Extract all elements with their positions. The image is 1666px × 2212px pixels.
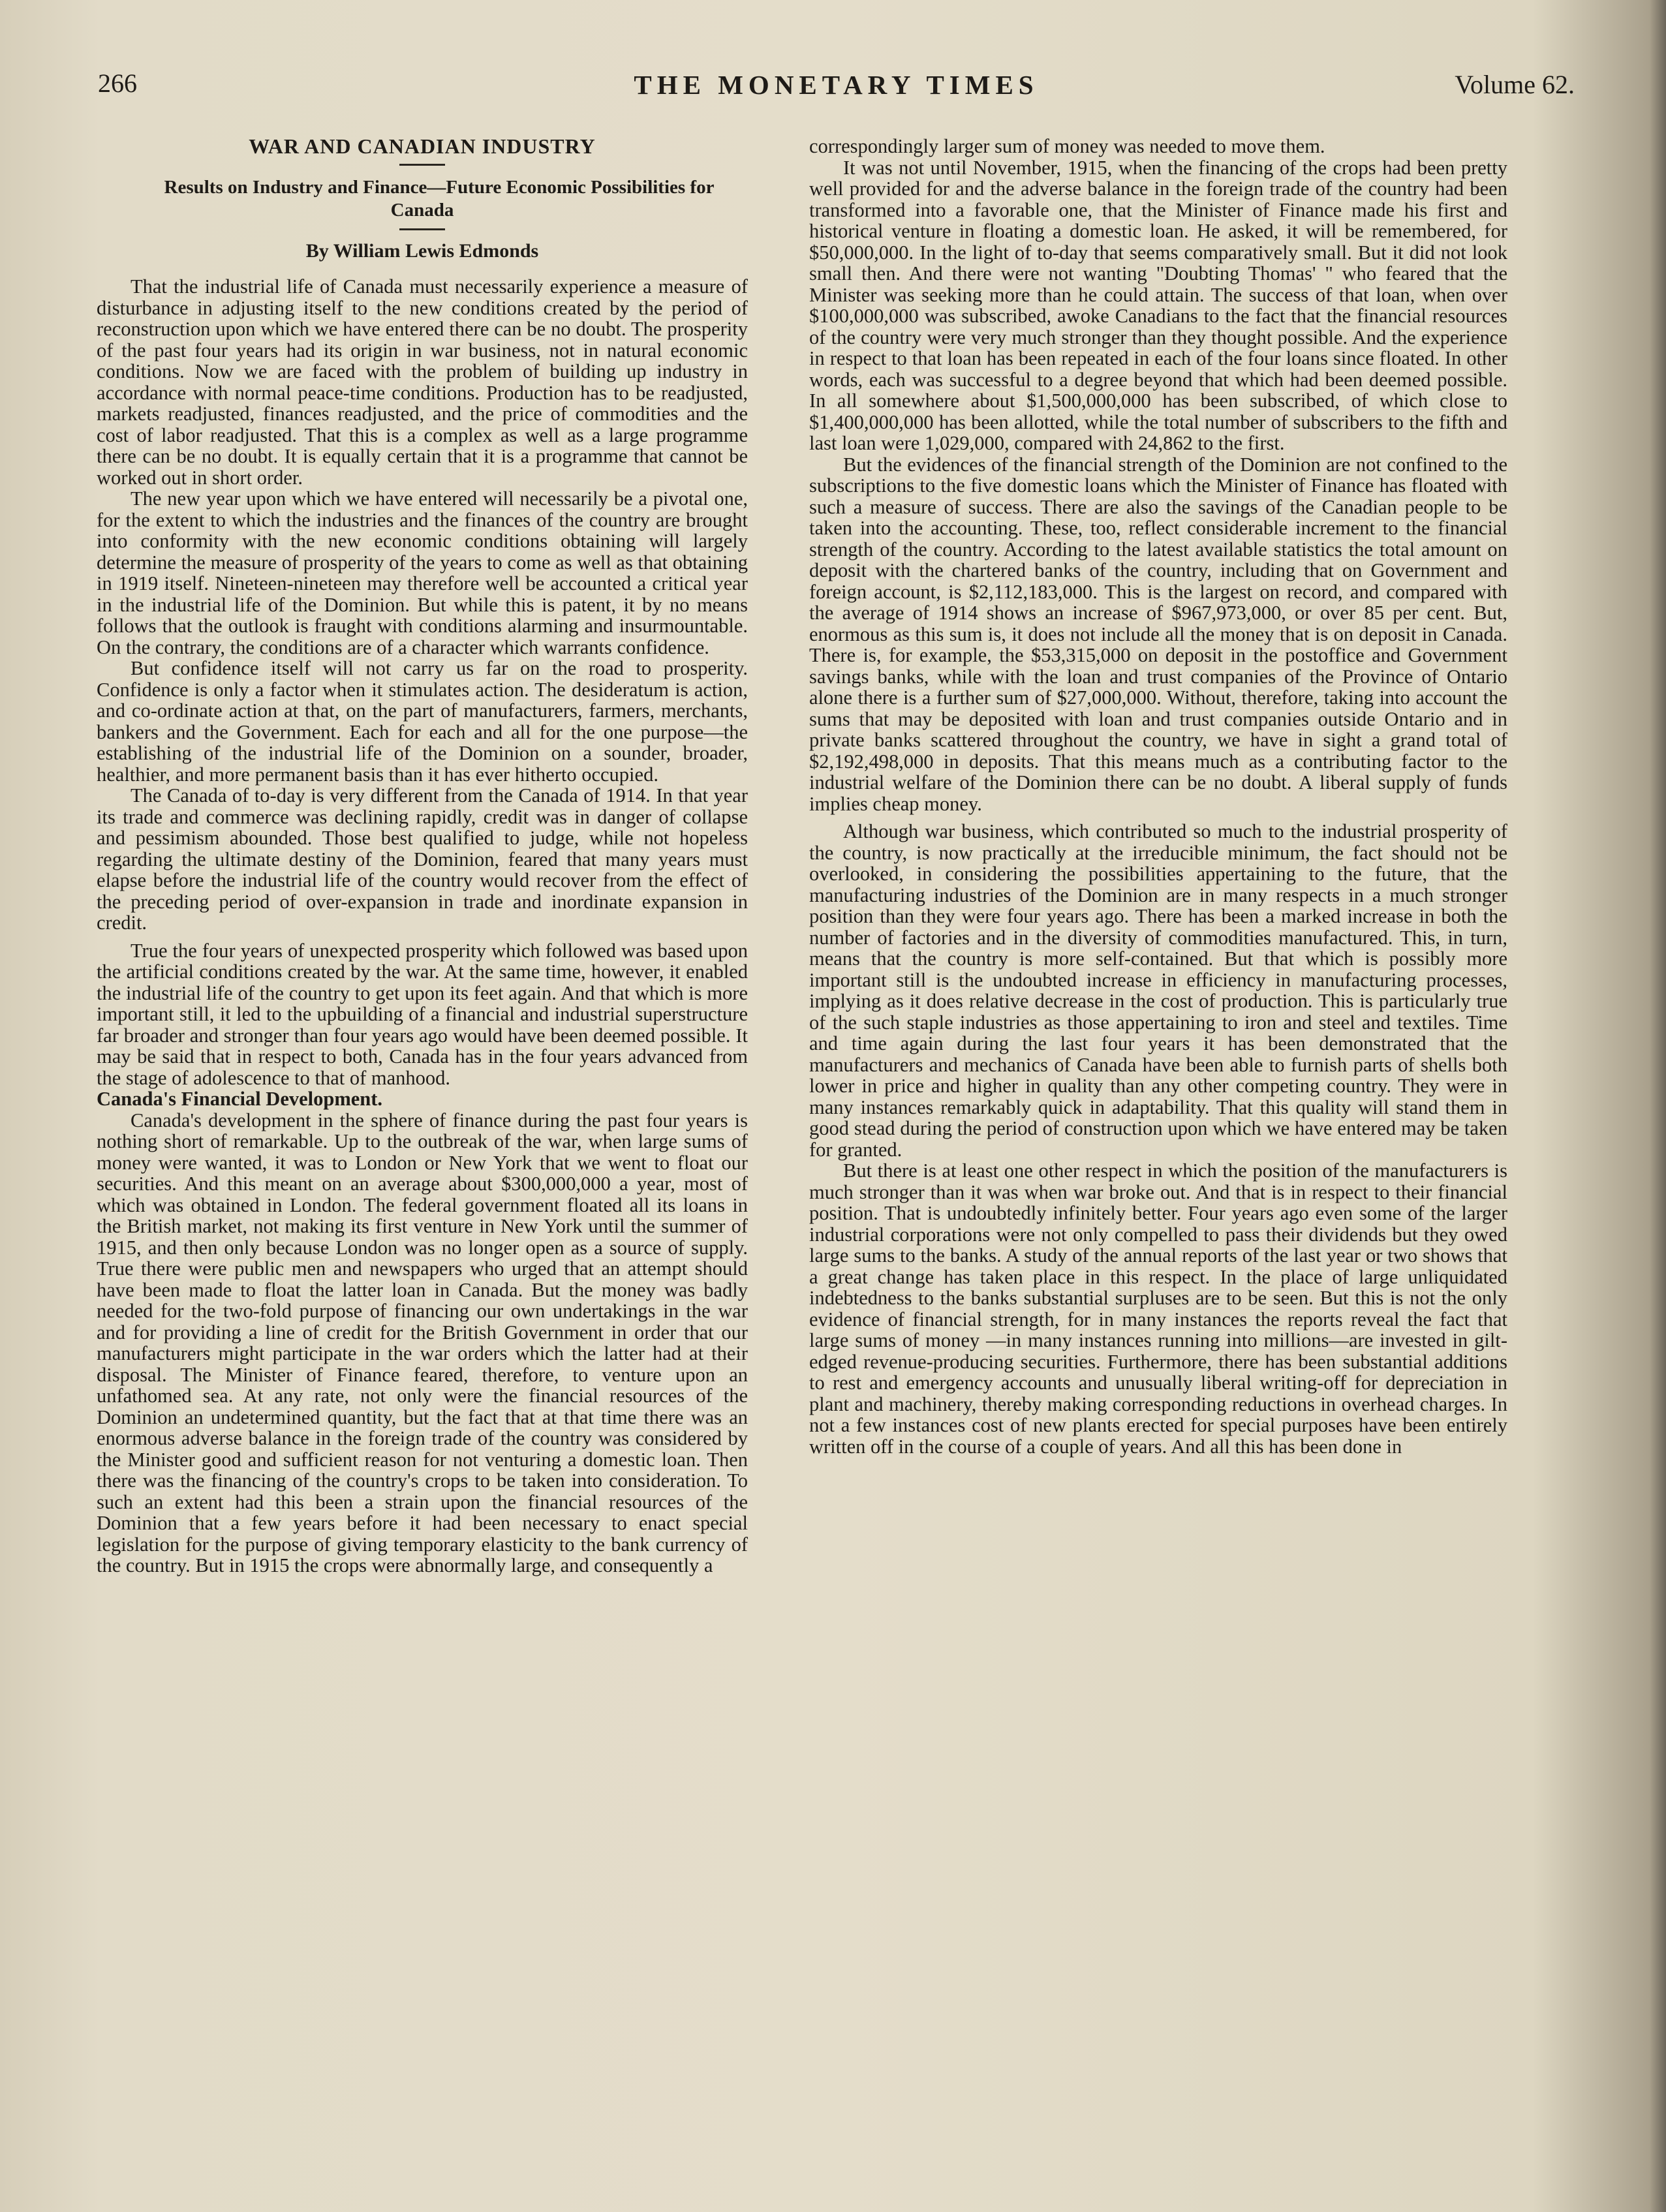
section-heading: Canada's Financial Development. bbox=[97, 1088, 383, 1110]
paragraph: The new year upon which we have entered will necessarily be a pivotal one, for the extent to which the industries and the finances of the country are brought into conformity with the new economic conditions obtaining will largely determine the measure of prosperity of the years to come as well as that obtaining in 1919 itself. Nineteen-nineteen may therefore well be accounted a critical year in the industrial life of the Dominion. But while this is patent, it by no means follows that the outlook is fraught with conditions alarming and insurmountable. On the contrary, the conditions are of a character which warrants confidence. bbox=[97, 487, 748, 658]
article-subtitle: Results on Industry and Finance—Future Economic Possibilities for Canada bbox=[164, 176, 715, 221]
article-byline: By William Lewis Edmonds bbox=[305, 239, 539, 262]
paragraph: But confidence itself will not carry us far on the road to prosperity. Confidence is only a factor when it stimulates action. The desideratum is action, and co-ordinate action at that, on the part of manufacturers, farmers, merchants, bankers and the Government. Each for each and all for the one purpose—the establishing of the industrial life of the Dominion on a sounder, broader, healthier, and more permanent basis than it has ever hitherto occupied. bbox=[97, 657, 748, 786]
running-header bbox=[98, 68, 1575, 107]
paragraph: It was not until November, 1915, when the financing of the crops had been pretty well provided for and the adverse balance in the foreign trade of the country had been transformed into a favorable one, that the Minister of Finance made his first and historical venture in floating a domestic loan. He asked, it will be remembered, for $50,000,000. In the light of to-day that seems comparatively small. But it did not look small then. And there were not wanting "Doubting Thomas' " who feared that the Minister was seeking more than he could attain. The success of that loan, when over $100,000,000 was subscribed, awoke Canadians to the fact that the financial resources of the country were very much stronger than they thought possible. And the experience in respect to that loan has been repeated in each of the four loans since floated. In other words, each was successful to a degree beyond that which had been deemed possible. In all somewhere about $1,500,000,000 has been subscribed, of which close to $1,400,000,000 has been allotted, while the total number of subscribers to the fifth and last loan were 1,029,000, compared with 24,862 to the first. bbox=[809, 156, 1507, 454]
paragraph-gap bbox=[97, 934, 748, 940]
title-divider bbox=[399, 164, 445, 166]
paragraph: That the industrial life of Canada must necessarily experience a measure of disturbance in adjusting itself to the new conditions created by the period of reconstruction upon which we have entered there can be no doubt. The prosperity of the past four years had its origin in war business, not in natural economic conditions. Now we are faced with the problem of building up industry in accordance with normal peace-time conditions. Production has to be readjusted, markets readjusted, finances readjusted, and the price of commodities and the cost of labor readjusted. That this is a complex as well as a large programme there can be no doubt. It is equally certain that it is a programme that cannot be worked out in short order. bbox=[97, 275, 748, 489]
paragraph: Canada's development in the sphere of finance during the past four years is nothing short of remarkable. Up to the outbreak of the war, when large sums of money were wanted, it was to London or New York that we went to float our securities. And this meant on an average about $300,000,000 a year, most of which was obtained in London. The federal government floated all its loans in the British market, not making its first venture in New York until the summer of 1915, and then only because London was no longer open as a source of supply. True there were public men and newspapers who urged that an attempt should have been made to float the latter loan in Canada. But the money was badly needed for the two-fold purpose of financing our own undertakings in the war and for providing a line of credit for the British Government in order that our manufacturers might participate in the war orders which the latter had at their disposal. The Minister of Finance feared, therefore, to venture upon an unfathomed sea. At any rate, not only were the financial resources of the Dominion an undetermined quantity, but the fact that at that time there was an enormous adverse balance in the foreign trade of the country was considered by the Minister good and sufficient reason for not venturing a domestic loan. Then there was the financing of the country's crops to be taken into consideration. To such an extent had this been a strain upon the financial resources of the Dominion that a few years before it had been necessary to enact special legislation for the purpose of giving temporary elasticity to the bank currency of the country. But in 1915 the crops were abnormally large, and consequently a bbox=[97, 1109, 748, 1576]
paragraph: The Canada of to-day is very different from the Canada of 1914. In that year its trade and commerce was declining rapidly, credit was in danger of collapse and pessimism abounded. Those best qualified to judge, while not hopeless regarding the ultimate destiny of the Dominion, feared that many years must elapse before the industrial life of the country would recover from the effect of the preceding period of over-expansion in trade and inordinate expansion in credit. bbox=[97, 784, 748, 934]
article-title: WAR AND CANADIAN INDUSTRY bbox=[249, 134, 596, 158]
paragraph-continued: correspondingly larger sum of money was needed to move them. bbox=[809, 135, 1325, 157]
journal-title: THE MONETARY TIMES bbox=[634, 70, 1039, 100]
paragraph: Although war business, which contributed so much to the industrial prosperity of the country, is now practically at the irreducible minimum, the fact should not be overlooked, in considering the possibilities appertaining to the future, that the manufacturing industries of the Dominion are in many respects in a much stronger position than they were four years ago. There has been a marked increase in both the number of factories and in the diversity of commodities manufactured. This, in turn, means that the country is more self-contained. But that which is possibly more important still is the undoubted increase in efficiency in manufacturing processes, implying as it does relative decrease in the cost of production. This is particularly true of the such staple industries as those appertaining to iron and steel and textiles. Time and time again during the last four years it has been demonstrated that the manufacturers and mechanics of Canada have been able to furnish parts of shells both lower in price and higher in quality than any other competing country. They were in many instances remarkably quick in adaptability. That this quality will stand them in good stead during the period of construction upon which we have entered may be taken for granted. bbox=[809, 820, 1507, 1161]
paragraph: But the evidences of the financial strength of the Dominion are not confined to the subscriptions to the five domestic loans which the Minister of Finance has floated with such a measure of success. There are also the savings of the Canadian people to be taken into the accounting. These, too, reflect considerable increment to the financial strength of the country. According to the latest available statistics the total amount on deposit with the chartered banks of the country, including that on Government and foreign account, is $2,112,183,000. This is the largest on record, and compared with the average of 1914 shows an increase of $967,973,000, or over 85 per cent. But, enormous as this sum is, it does not include all the money that is on deposit in Canada. There is, for example, the $53,315,000 on deposit in the postoffice and Government savings banks, while with the loan and trust companies of the Province of Ontario alone there is a further sum of $27,000,000. Without, therefore, taking into account the sums that may be deposited with loan and trust companies outside Ontario and in private banks scattered throughout the country, we have in sight a grand total of $2,192,498,000 in deposits. That this means much as a contributing factor to the industrial welfare of the Dominion there can be no doubt. A liberal supply of funds implies cheap money. bbox=[809, 453, 1507, 815]
paragraph: But there is at least one other respect in which the position of the manufacturers is much stronger than it was when war broke out. And that is in respect to their financial position. That is undoubtedly infinitely better. Four years ago even some of the larger industrial corporations were not only compelled to pass their dividends but they owed large sums to the banks. A study of the annual reports of the last year or two shows that a great change has taken place in this respect. In the place of large unliquidated indebtedness to the banks substantial surpluses are to be seen. But this is not the only evidence of financial strength, for in many instances the reports reveal the fact that large sums of money —in many instances running into millions—are invested in gilt-edged revenue-producing securities. Furthermore, there has been substantial additions to rest and emergency accounts and unusually liberal writing-off for depreciation in plant and machinery, thereby making corresponding reductions in overhead charges. In not a few instances cost of new plants erected for special purposes have been entirely written off in the course of a couple of years. And all this has been done in bbox=[809, 1160, 1507, 1458]
paragraph: True the four years of unexpected prosperity which followed was based upon the artificial conditions created by the war. At the same time, however, it enabled the industrial life of the country to get upon its feet again. And that which is more important still, it led to the upbuilding of a financial and industrial superstructure far broader and stronger than four years ago would have been deemed possible. It may be said that in respect to both, Canada has in the four years advanced from the stage of adolescence to that of manhood. bbox=[97, 939, 748, 1089]
left-column bbox=[97, 136, 748, 2100]
page-number: 266 bbox=[98, 69, 137, 98]
right-column bbox=[809, 136, 1507, 2100]
subtitle-divider bbox=[399, 228, 445, 230]
volume-label: Volume 62. bbox=[1455, 70, 1575, 99]
